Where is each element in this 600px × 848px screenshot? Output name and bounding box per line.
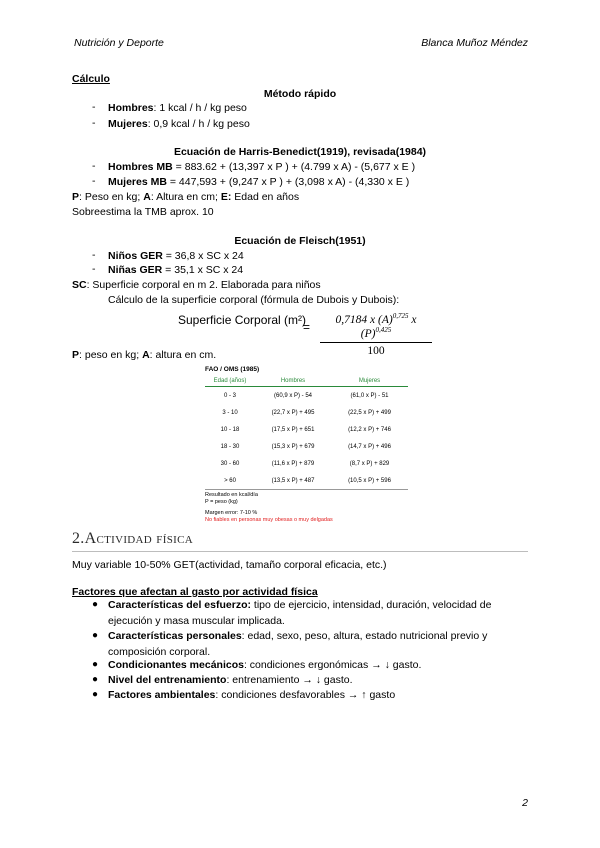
table-cell: 3 - 10 [222,409,238,416]
fao-oms-table-figure [205,366,408,524]
metodo-rapido-title: Método rápido [263,88,337,100]
page-number: 2 [522,797,528,809]
list-item: Mujeres: 0,9 kcal / h / kg peso [108,118,250,130]
fao-table-title: FAO / OMS (1985) [205,366,260,373]
table-header-row [205,375,408,387]
actividad-intro: Muy variable 10-50% GET(actividad, tamaño corporal eficacia, etc.) [72,559,387,571]
formula-label: Superficie Corporal (m²) [178,313,307,327]
fao-note: Resultado en kcal/día [205,492,258,498]
formula-equals: = [303,320,311,334]
table-cell: (13,5 x P) + 487 [271,477,315,484]
dash-bullet: - [92,249,96,261]
fao-warning-note: No fiables en personas muy obesas o muy delgadas [205,517,333,523]
list-item: Condicionantes mecánicos: condiciones ergonómicas → ↓ gasto. [108,659,422,671]
fao-table-notes [205,492,408,524]
table-cell: 30 - 60 [220,460,240,467]
list-item: Factores ambientales: condiciones desfavorables → ↑ gasto [108,689,396,701]
table-header-cell: Mujeres [358,377,381,384]
fleisch-title: Ecuación de Fleisch(1951) [234,235,366,247]
table-row [205,421,408,438]
table-cell: (60,9 x P) - 54 [273,392,312,399]
table-cell: (17,5 x P) + 651 [271,426,315,433]
dash-bullet: - [92,117,96,129]
bullet-dot: ● [92,659,99,670]
table-row [205,455,408,472]
list-item: Niños GER = 36,8 x SC x 24 [108,250,244,262]
table-cell: (8,7 x P) + 829 [349,460,390,467]
list-item: Características personales: edad, sexo, peso, altura, estado nutricional previo y composición corporal. [108,630,488,658]
list-item: Hombres: 1 kcal / h / kg peso [108,102,247,114]
header-author: Blanca Muñoz Méndez [421,37,528,49]
table-row [205,472,408,490]
section-divider [72,551,528,552]
bullet-dot: ● [92,599,99,610]
table-cell: 18 - 30 [220,443,240,450]
formula-denominator: 100 [367,344,385,357]
fao-table [205,375,408,490]
fao-note: Margen error: 7-10 % [205,510,258,516]
dash-bullet: - [92,101,96,113]
table-cell: 10 - 18 [220,426,240,433]
dash-bullet: - [92,160,96,172]
bullet-dot: ● [92,689,99,700]
table-cell: > 60 [224,477,236,484]
table-header-cell: Hombres [280,377,306,384]
table-cell: (15,3 x P) + 679 [271,443,315,450]
table-row [205,387,408,405]
list-item: Nivel del entrenamiento: entrenamiento → ↓ gasto. [108,674,353,686]
fao-note: P = peso (kg) [205,499,238,505]
table-header-cell: Edad (años) [213,377,247,384]
table-row [205,438,408,455]
list-item: Niñas GER = 35,1 x SC x 24 [108,264,244,276]
harris-note: Sobreestima la TMB aprox. 10 [72,206,214,218]
section-title-actividad: 2.Actividad física [72,530,193,547]
table-cell: (14,7 x P) + 496 [348,443,391,450]
table-cell: 0 - 3 [223,392,236,399]
bullet-dot: ● [92,674,99,685]
list-item: Hombres MB = 883.62 + (13,397 x P ) + (4.799 x A) - (5,677 x E ) [108,161,416,173]
table-cell: (10,5 x P) + 596 [348,477,391,484]
harris-title: Ecuación de Harris-Benedict(1919), revisada(1984) [173,146,427,158]
formula-legend: P: peso en kg; A: altura en cm. [72,349,217,361]
table-cell: (22,5 x P) + 499 [348,409,391,416]
formula-numerator: 0,7184 x $(A)^{0,725}$ x $(P)^{0,425}$ [320,312,432,343]
table-cell: (22,7 x P) + 495 [271,409,315,416]
calculo-heading: Cálculo [72,73,110,85]
table-cell: (11,6 x P) + 879 [271,460,315,467]
table-row [205,404,408,421]
bullet-dot: ● [92,630,99,641]
factores-heading: Factores que afectan al gasto por actividad física [72,586,318,598]
harris-legend: P: Peso en kg; A: Altura en cm; E: Edad en años [72,191,300,203]
header-course-title: Nutrición y Deporte [74,37,164,49]
dubois-text: Cálculo de la superficie corporal (fórmula de Dubois y Dubois): [108,294,400,306]
formula-fraction [320,312,432,357]
list-item: Características del esfuerzo: tipo de ejercicio, intensidad, duración, velocidad de ejecución y masa muscular implicada. [108,599,492,627]
dash-bullet: - [92,263,96,275]
sc-definition: SC: Superficie corporal en m 2. Elaborada para niños [72,279,321,291]
table-cell: (61,0 x P) - 51 [350,392,389,399]
table-cell: (12,2 x P) + 746 [348,426,391,433]
dash-bullet: - [92,175,96,187]
list-item: Mujeres MB = 447,593 + (9,247 x P ) + (3,098 x A) - (4,330 x E ) [108,176,410,188]
